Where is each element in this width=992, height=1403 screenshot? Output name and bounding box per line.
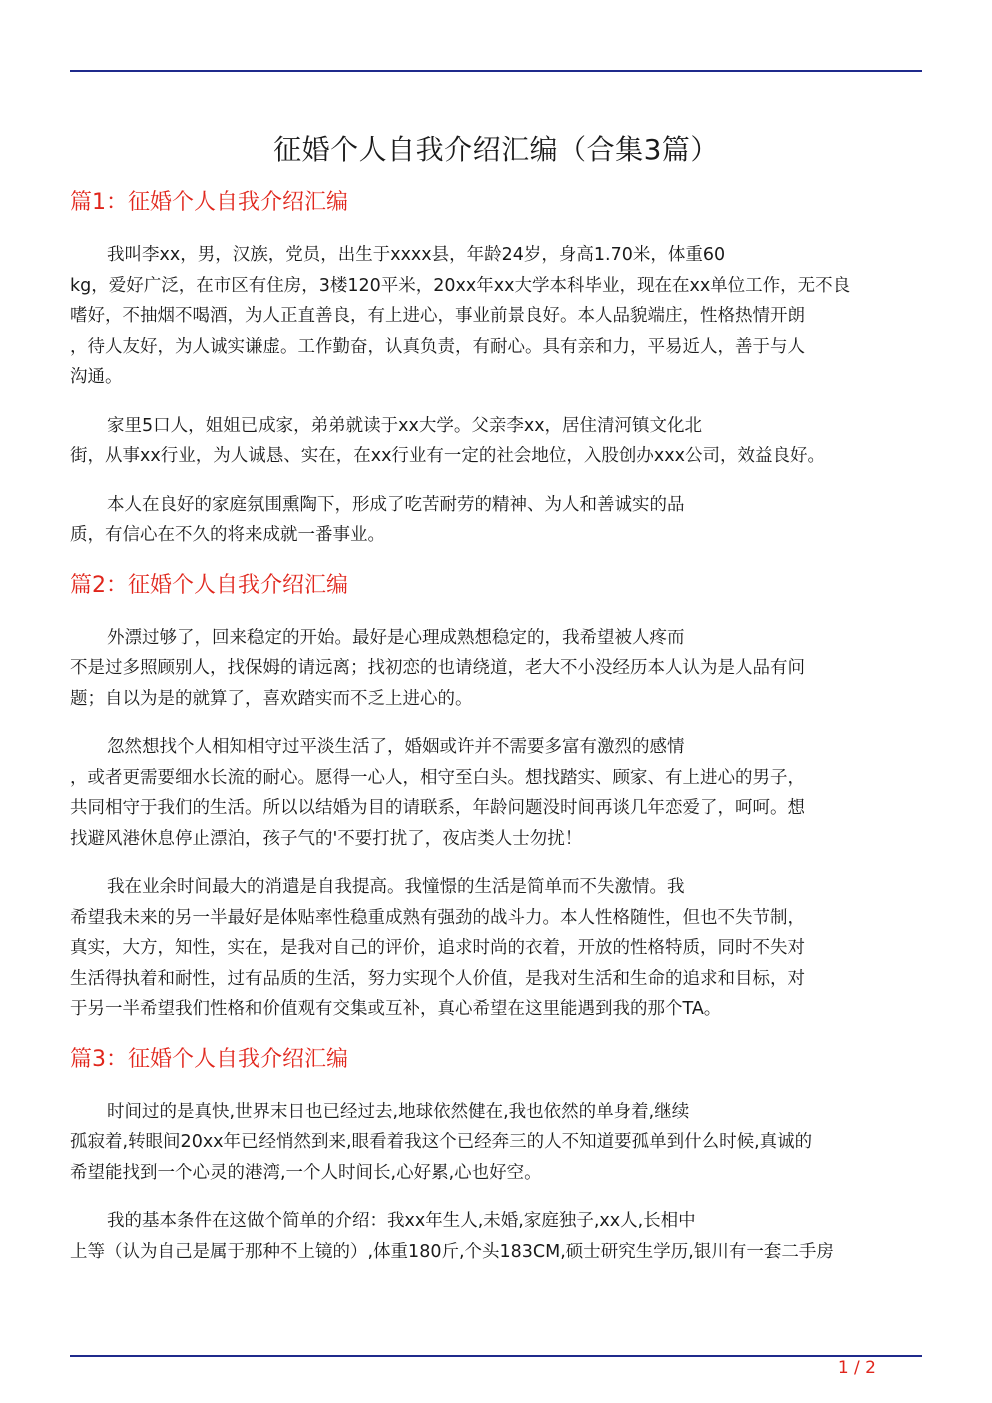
paragraph-line: ，或者更需要细水长流的耐心。愿得一心人，相守至白头。想找踏实、顾家、有上进心的男子， — [70, 767, 805, 788]
section-2 — [70, 569, 922, 1025]
paragraph-line: kg，爱好广泛，在市区有住房，3楼120平米，20xx年xx大学本科毕业，现在在xx单位工作，无不良 — [70, 275, 851, 296]
paragraph-line: 本人在良好的家庭氛围熏陶下，形成了吃苦耐劳的精神、为人和善诚实的品 — [107, 494, 685, 515]
paragraph-line: 我在业余时间最大的消遣是自我提高。我憧憬的生活是简单而不失激情。我 — [107, 877, 685, 897]
paragraph-line: 希望能找到一个心灵的港湾,一个人时间长,心好累,心也好空。 — [70, 1162, 542, 1183]
paragraph — [70, 1097, 922, 1189]
paragraph-line: 忽然想找个人相知相守过平淡生活了，婚姻或许并不需要多富有激烈的感情 — [107, 737, 685, 757]
header-rule — [70, 70, 922, 72]
paragraph-line: 时间过的是真快,世界末日也已经过去,地球依然健在,我也依然的单身着,继续 — [107, 1101, 690, 1122]
paragraph-line: 上等（认为自己是属于那种不上镜的）,体重180斤,个头183CM,硕士研究生学历,银川有一套二手房 — [70, 1241, 834, 1262]
paragraph — [70, 411, 922, 472]
section-1 — [70, 186, 922, 551]
paragraph-line: 外漂过够了，回来稳定的开始。最好是心理成熟想稳定的，我希望被人疼而 — [107, 627, 685, 648]
paragraph-line: 题；自以为是的就算了，喜欢踏实而不乏上进心的。 — [70, 688, 473, 709]
paragraph-line: 找避风港休息停止漂泊，孩子气的'不要打扰了，夜店类人士勿扰！ — [70, 828, 583, 849]
page-number: 1 / 2 — [837, 1358, 876, 1378]
paragraph — [70, 240, 922, 393]
paragraph-line: ，待人友好，为人诚实谦虚。工作勤奋，认真负责，有耐心。具有亲和力，平易近人，善于与人 — [70, 336, 805, 357]
paragraph-line: 生活得执着和耐性，过有品质的生活，努力实现个人价值，是我对生活和生命的追求和目标，对 — [70, 968, 805, 989]
section-3 — [70, 1043, 922, 1268]
footer-rule — [70, 1355, 922, 1357]
paragraph — [70, 732, 922, 854]
paragraph-line: 共同相守于我们的生活。所以以结婚为目的请联系，年龄问题没时间再谈几年恋爱了，呵呵。想 — [70, 798, 805, 818]
section-heading: 篇3：征婚个人自我介绍汇编 — [70, 1046, 348, 1072]
paragraph — [70, 872, 922, 1025]
paragraph-line: 真实，大方，知性，实在，是我对自己的评价，追求时尚的衣着，开放的性格特质，同时不失对 — [70, 938, 805, 958]
paragraph-line: 街，从事xx行业，为人诚恳、实在，在xx行业有一定的社会地位，入股创办xxx公司，效益良好。 — [70, 446, 825, 466]
paragraph-line: 不是过多照顾别人，找保姆的请远离；找初恋的也请绕道，老大不小没经历本人认为是人品有问 — [70, 658, 805, 678]
paragraph-line: 希望我未来的另一半最好是体贴率性稳重成熟有强劲的战斗力。本人性格随性，但也不失节制， — [70, 907, 805, 928]
section-heading: 篇1：征婚个人自我介绍汇编 — [70, 190, 348, 215]
paragraph-line: 我的基本条件在这做个简单的介绍：我xx年生人,未婚,家庭独子,xx人,长相中 — [107, 1211, 696, 1231]
paragraph — [70, 1206, 922, 1267]
paragraph-line: 质，有信心在不久的将来成就一番事业。 — [70, 525, 385, 545]
paragraph-line: 孤寂着,转眼间20xx年已经悄然到来,眼看着我这个已经奔三的人不知道要孤单到什么时候,真诚的 — [70, 1132, 813, 1152]
paragraph — [70, 490, 922, 551]
paragraph-line: 于另一半希望我们性格和价值观有交集或互补，真心希望在这里能遇到我的那个TA。 — [70, 999, 722, 1019]
paragraph-line: 家里5口人，姐姐已成家，弟弟就读于xx大学。父亲李xx，居住清河镇文化北 — [107, 415, 703, 436]
paragraph-line: 我叫李xx，男，汉族，党员，出生于xxxx县，年龄24岁，身高1.70米，体重60 — [107, 245, 726, 265]
paragraph — [70, 623, 922, 715]
document-title: 征婚个人自我介绍汇编（合集3篇） — [273, 133, 719, 166]
paragraph-line: 沟通。 — [70, 367, 123, 387]
paragraph-line: 嗜好，不抽烟不喝酒，为人正直善良，有上进心，事业前景良好。本人品貌端庄，性格热情开朗 — [70, 306, 805, 326]
section-heading: 篇2：征婚个人自我介绍汇编 — [70, 572, 348, 598]
document-body — [70, 186, 922, 1285]
